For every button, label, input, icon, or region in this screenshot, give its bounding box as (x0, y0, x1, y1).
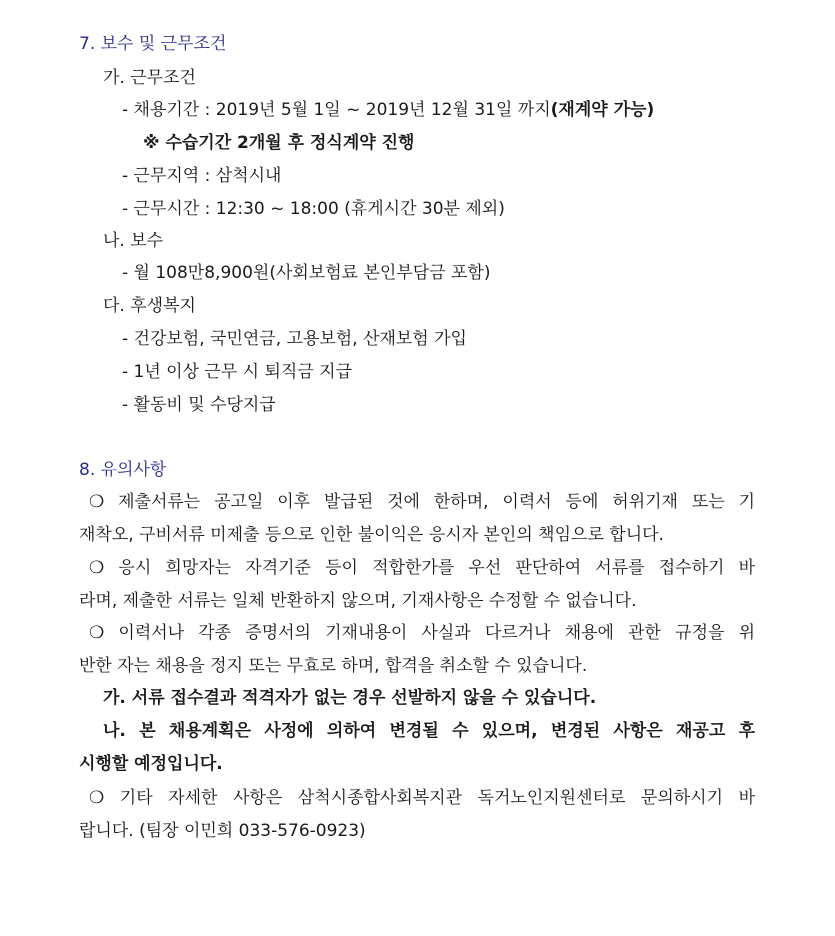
pay-amount: - 월 108만8,900원(사회보험료 본인부담금 포함) (122, 263, 491, 283)
notice-2-line-1: ❍ 응시 희망자는 자격기준 등이 적합한가를 우선 판단하여 서류를 접수하기 바 (89, 558, 755, 578)
notice-1-line-2: 재착오, 구비서류 미제출 등으로 인한 불이익은 응시자 본인의 책임으로 합니다. (79, 525, 664, 545)
hiring-period-text: - 채용기간 : 2019년 5월 1일 ~ 2019년 12월 31일 까지 (122, 100, 551, 120)
subsection-da-title: 다. 후생복지 (103, 296, 196, 316)
subsection-na-title: 나. 보수 (103, 231, 164, 251)
renewal-note: (재계약 가능) (550, 100, 655, 120)
work-hours: - 근무시간 : 12:30 ~ 18:00 (휴게시간 30분 제외) (122, 199, 505, 219)
benefit-item: - 건강보험, 국민연금, 고용보험, 산재보험 가입 (122, 329, 467, 349)
notice-3-line-1: ❍ 이력서나 각종 증명서의 기재내용이 사실과 다르거나 채용에 관한 규정을 위 (89, 623, 755, 643)
notice-4-line-2: 랍니다. (팀장 이민희 033-576-0923) (79, 821, 366, 841)
section-7-heading: 7. 보수 및 근무조건 (79, 34, 227, 54)
section-8-heading: 8. 유의사항 (79, 460, 167, 480)
subsection-ga-title: 가. 근무조건 (103, 68, 196, 88)
work-area: - 근무지역 : 삼척시내 (122, 166, 282, 186)
benefit-item: - 1년 이상 근무 시 퇴직금 지급 (122, 362, 353, 382)
notice-3-line-2: 반한 자는 채용을 정지 또는 무효로 하며, 합격을 취소할 수 있습니다. (79, 656, 588, 676)
notice-1-line-1: ❍ 제출서류는 공고일 이후 발급된 것에 한하며, 이력서 등에 허위기재 또는 기 (89, 492, 755, 512)
hiring-period (122, 99, 654, 121)
bold-notice-2-line-2: 시행할 예정입니다. (79, 754, 223, 774)
notice-2-line-2: 라며, 제출한 서류는 일체 반환하지 않으며, 기재사항은 수정할 수 없습니다. (79, 591, 637, 611)
probation-note: ※ 수습기간 2개월 후 정식계약 진행 (143, 133, 415, 153)
bold-notice-1: 가. 서류 접수결과 적격자가 없는 경우 선발하지 않을 수 있습니다. (103, 688, 597, 708)
benefit-item: - 활동비 및 수당지급 (122, 395, 276, 415)
notice-4-line-1: ❍ 기타 자세한 사항은 삼척시종합사회복지관 독거노인지원센터로 문의하시기 바 (89, 788, 755, 808)
bold-notice-2-line-1: 나. 본 채용계획은 사정에 의하여 변경될 수 있으며, 변경된 사항은 재공고 후 (103, 721, 755, 741)
